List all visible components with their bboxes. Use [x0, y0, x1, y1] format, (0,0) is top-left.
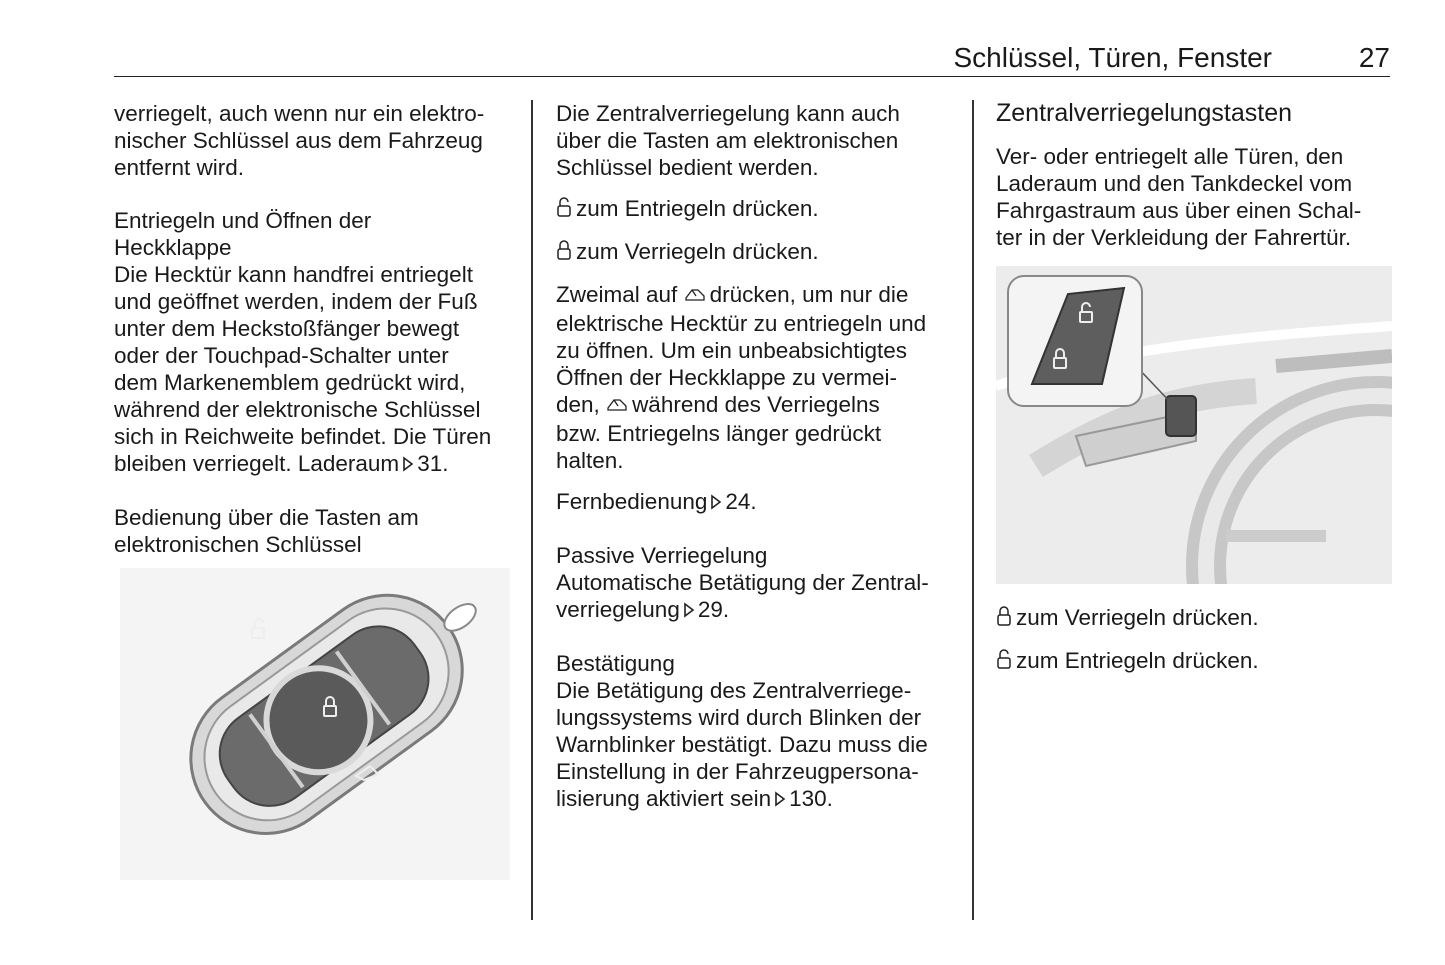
reference-arrow-icon: [774, 786, 786, 813]
column-divider: [531, 100, 533, 920]
lock-instruction: zum Verriegeln drücken.: [556, 238, 956, 267]
paragraph: Die Betätigung des Zentralverriege- lungssystems wird durch Blinken der Warnblinker bestätigt. Dazu muss die Einstellung in der Fahrzeugpersona- lisierung aktiviert sein 130.: [556, 678, 928, 811]
unlock-icon: [252, 619, 264, 638]
lock-icon: [996, 605, 1012, 633]
lock-icon: [556, 239, 572, 267]
unlock-instruction: zum Entriegeln drücken.: [556, 195, 956, 224]
column-2: [556, 100, 956, 827]
section-heading: Entriegeln und Öffnen der Heckklappe: [114, 208, 372, 260]
column-3: [996, 100, 1396, 265]
paragraph: Ver- oder entriegelt alle Türen, den Laderaum und den Tankdeckel vom Fahrgastraum aus über einen Schal- ter in der Verkleidung der Fahrertür.: [996, 144, 1362, 250]
section-heading: Passive Verriegelung: [556, 543, 768, 568]
page-number: 27: [1358, 42, 1390, 73]
reference-arrow-icon: [710, 489, 722, 516]
section-heading: Bestätigung: [556, 651, 675, 676]
reference-arrow-icon: [402, 451, 414, 478]
paragraph: Automatische Betätigung der Zentral- verriegelung 29.: [556, 570, 929, 622]
key-fob-illustration: [120, 568, 510, 880]
paragraph: verriegelt, auch wenn nur ein elektro- nischer Schlüssel aus dem Fahrzeug entfernt wird.: [114, 101, 485, 180]
unlock-icon: [996, 648, 1012, 676]
paragraph: Die Zentralverriegelung kann auch über die Tasten am elektronischen Schlüssel bedient werden.: [556, 101, 900, 180]
paragraph: Fernbedienung 24.: [556, 489, 757, 514]
reference-arrow-icon: [683, 597, 695, 624]
page-reference[interactable]: 29.: [697, 597, 730, 622]
page-reference[interactable]: 31.: [417, 451, 449, 476]
page-header: [114, 38, 1390, 77]
paragraph: Zweimal auf drücken, um nur die elektrische Hecktür zu entriegeln und zu öffnen. Um ein unbeabsichtigtes Öffnen der Heckklappe zu vermei- den, während des Verriegelns bzw. Entriegelns länger gedrückt halten.: [556, 282, 927, 473]
door-switch-illustration: [996, 266, 1392, 584]
unlock-icon: [556, 196, 572, 224]
column-3-lower: [996, 604, 1396, 690]
section-heading: Bedienung über die Tasten am elektronischen Schlüssel: [114, 505, 419, 557]
column-divider: [972, 100, 974, 920]
lock-instruction: zum Verriegeln drücken.: [996, 604, 1396, 633]
page-reference[interactable]: 130.: [789, 786, 833, 811]
tailgate-icon: [606, 393, 628, 420]
section-heading: Zentralverriegelungstasten: [996, 99, 1292, 127]
column-1: [114, 100, 514, 558]
tailgate-icon: [684, 283, 706, 310]
paragraph: Die Hecktür kann handfrei entriegelt und geöffnet werden, indem der Fuß unter dem Heckstoßfänger bewegt oder der Touchpad-Schalter unter dem Markenemblem gedrückt wird, während der elektronische Schlüssel sich in Reichweite befindet. Die Türen bleiben verriegelt. Laderaum 31.: [114, 262, 492, 476]
chapter-title: Schlüssel, Türen, Fenster: [953, 42, 1272, 73]
page-reference[interactable]: 24.: [725, 489, 757, 514]
unlock-instruction: zum Entriegeln drücken.: [996, 647, 1396, 676]
